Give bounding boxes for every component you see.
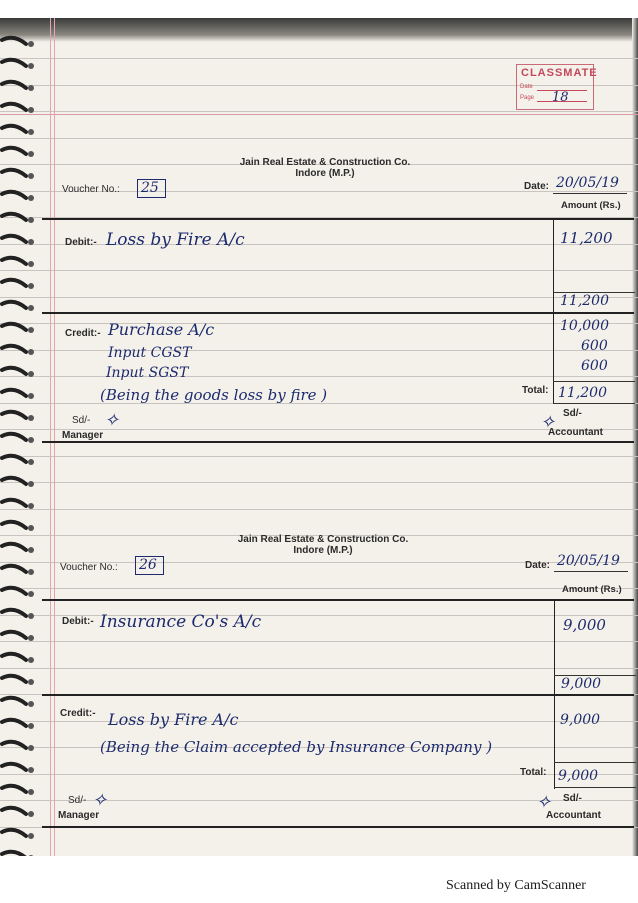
accountant-signature-mark: ✧	[540, 412, 556, 433]
spiral-hole	[28, 41, 34, 47]
ruled-line	[0, 111, 638, 112]
spiral-hole	[28, 415, 34, 421]
voucher-date: 20/05/19	[556, 175, 619, 191]
brand-date-label: Date	[520, 84, 533, 90]
spiral-hole	[28, 459, 34, 465]
ruled-line	[0, 376, 638, 377]
date-label: Date:	[525, 560, 551, 571]
accountant-sd: Sd/-	[563, 793, 582, 804]
spiral-hole	[28, 349, 34, 355]
spiral-ring	[2, 698, 26, 704]
accountant-sd: Sd/-	[563, 408, 582, 419]
spiral-hole	[28, 767, 34, 773]
debit-amount: 9,000	[563, 616, 606, 634]
top-margin-line	[0, 114, 638, 115]
credit-amount-1: 9,000	[560, 712, 601, 728]
spiral-hole	[28, 195, 34, 201]
spiral-hole	[28, 591, 34, 597]
left-margin-line-inner	[54, 18, 55, 856]
spiral-ring	[2, 742, 26, 748]
ruled-line	[0, 138, 638, 139]
spiral-ring	[2, 456, 26, 462]
spiral-hole	[28, 283, 34, 289]
accountant-signature-mark: ✧	[536, 792, 552, 813]
spiral-ring	[2, 544, 26, 550]
manager-sd: Sd/-	[72, 415, 91, 426]
credit-label: Credit:-	[60, 708, 96, 719]
spiral-ring	[2, 434, 26, 440]
spiral-hole	[28, 393, 34, 399]
spiral-ring	[2, 588, 26, 594]
ruled-line	[0, 509, 638, 510]
voucher-no-label: Voucher No.:	[62, 184, 120, 195]
brand-name: CLASSMATE	[521, 67, 598, 79]
spiral-ring	[2, 632, 26, 638]
spiral-hole	[28, 151, 34, 157]
spiral-ring	[2, 720, 26, 726]
total-amount: 9,000	[558, 768, 599, 784]
spiral-ring	[2, 830, 26, 836]
ruled-line	[0, 721, 638, 722]
narration: (Being the goods loss by fire )	[100, 386, 328, 404]
amount-header: Amount (Rs.)	[562, 584, 622, 595]
company-location: Indore (M.P.)	[293, 545, 353, 556]
spiral-ring	[2, 38, 26, 44]
spiral-hole	[28, 679, 34, 685]
debit-subtotal: 9,000	[561, 676, 602, 692]
spiral-hole	[28, 85, 34, 91]
spiral-hole	[28, 547, 34, 553]
scanner-watermark: Scanned by CamScanner	[446, 878, 586, 893]
voucher-no: 26	[139, 557, 157, 573]
ruled-line	[0, 350, 638, 351]
date-label: Date:	[524, 181, 550, 192]
spiral-ring	[2, 148, 26, 154]
spiral-ring	[2, 786, 26, 792]
spiral-ring	[2, 60, 26, 66]
spiral-hole	[28, 327, 34, 333]
spiral-hole	[28, 569, 34, 575]
ruled-line	[0, 323, 638, 324]
ruled-line	[0, 270, 638, 271]
spiral-hole	[28, 371, 34, 377]
spiral-ring	[2, 236, 26, 242]
spiral-ring	[2, 368, 26, 374]
spiral-ring	[2, 104, 26, 110]
credit-amount-2: 600	[581, 338, 608, 354]
ruled-line	[0, 641, 638, 642]
credit-line-2: Input CGST	[108, 345, 192, 361]
spiral-hole	[28, 855, 34, 856]
spiral-ring	[2, 258, 26, 264]
voucher-date: 20/05/19	[557, 553, 620, 569]
manager-label: Manager	[62, 430, 104, 441]
spiral-ring	[2, 808, 26, 814]
spiral-ring	[2, 192, 26, 198]
credit-label: Credit:-	[65, 328, 101, 339]
credit-line-1: Purchase A/c	[108, 320, 215, 339]
ruled-line	[0, 58, 638, 59]
spiral-ring	[2, 324, 26, 330]
company-location: Indore (M.P.)	[295, 168, 355, 179]
ruled-line	[0, 482, 638, 483]
company-name: Jain Real Estate & Construction Co.	[239, 157, 411, 168]
amount-header: Amount (Rs.)	[561, 200, 621, 211]
debit-amount: 11,200	[560, 229, 613, 247]
spiral-ring	[2, 522, 26, 528]
spiral-hole	[28, 437, 34, 443]
voucher-no-label: Voucher No.:	[60, 562, 118, 573]
page-right-edge	[632, 18, 638, 856]
page-number: 18	[552, 90, 569, 105]
spiral-hole	[28, 635, 34, 641]
spiral-ring	[2, 610, 26, 616]
spiral-ring	[2, 654, 26, 660]
credit-amount-1: 10,000	[560, 318, 609, 334]
spiral-ring	[2, 500, 26, 506]
spiral-ring	[2, 280, 26, 286]
spiral-hole	[28, 239, 34, 245]
spiral-hole	[28, 723, 34, 729]
spiral-hole	[28, 305, 34, 311]
voucher-no: 25	[141, 180, 159, 196]
narration: (Being the Claim accepted by Insurance Company )	[100, 738, 493, 756]
company-name: Jain Real Estate & Construction Co.	[237, 534, 409, 545]
spiral-ring	[2, 852, 26, 856]
spiral-ring	[2, 170, 26, 176]
debit-account: Loss by Fire A/c	[106, 230, 245, 250]
debit-label: Debit:-	[62, 616, 94, 627]
spiral-ring	[2, 478, 26, 484]
spiral-ring	[2, 346, 26, 352]
total-amount: 11,200	[558, 385, 607, 401]
spiral-hole	[28, 217, 34, 223]
spiral-hole	[28, 789, 34, 795]
spiral-ring	[2, 302, 26, 308]
spiral-binding	[0, 28, 40, 856]
spiral-hole	[28, 107, 34, 113]
debit-subtotal: 11,200	[560, 293, 609, 309]
left-margin-line	[50, 18, 51, 856]
page-top-edge	[0, 18, 638, 42]
spiral-ring	[2, 764, 26, 770]
spiral-hole	[28, 173, 34, 179]
spiral-hole	[28, 745, 34, 751]
spiral-ring	[2, 566, 26, 572]
spiral-ring	[2, 676, 26, 682]
spiral-ring	[2, 390, 26, 396]
brand-page-label: Page	[520, 95, 535, 101]
total-label: Total:	[520, 767, 547, 778]
spiral-hole	[28, 657, 34, 663]
ruled-line	[0, 668, 638, 669]
spiral-hole	[28, 63, 34, 69]
credit-line-1: Loss by Fire A/c	[108, 710, 239, 729]
spiral-hole	[28, 129, 34, 135]
manager-sd: Sd/-	[68, 795, 87, 806]
manager-signature-mark: ✧	[92, 790, 108, 811]
debit-label: Debit:-	[65, 237, 97, 248]
spiral-ring	[2, 126, 26, 132]
spiral-ring	[2, 412, 26, 418]
spiral-ring	[2, 214, 26, 220]
credit-line-3: Input SGST	[106, 365, 189, 381]
total-label: Total:	[522, 385, 549, 396]
spiral-hole	[28, 613, 34, 619]
ruled-line	[0, 615, 638, 616]
spiral-hole	[28, 701, 34, 707]
manager-label: Manager	[58, 810, 100, 821]
credit-amount-3: 600	[581, 358, 608, 374]
spiral-hole	[28, 833, 34, 839]
manager-signature-mark: ✧	[104, 410, 120, 431]
spiral-hole	[28, 261, 34, 267]
spiral-hole	[28, 525, 34, 531]
accountant-label: Accountant	[546, 810, 601, 821]
spiral-hole	[28, 503, 34, 509]
spiral-hole	[28, 811, 34, 817]
ruled-line	[0, 297, 638, 298]
spiral-ring	[2, 82, 26, 88]
ruled-line	[0, 456, 638, 457]
ruled-line	[0, 588, 638, 589]
spiral-hole	[28, 481, 34, 487]
accountant-label: Accountant	[548, 427, 603, 438]
debit-account: Insurance Co's A/c	[100, 612, 262, 632]
